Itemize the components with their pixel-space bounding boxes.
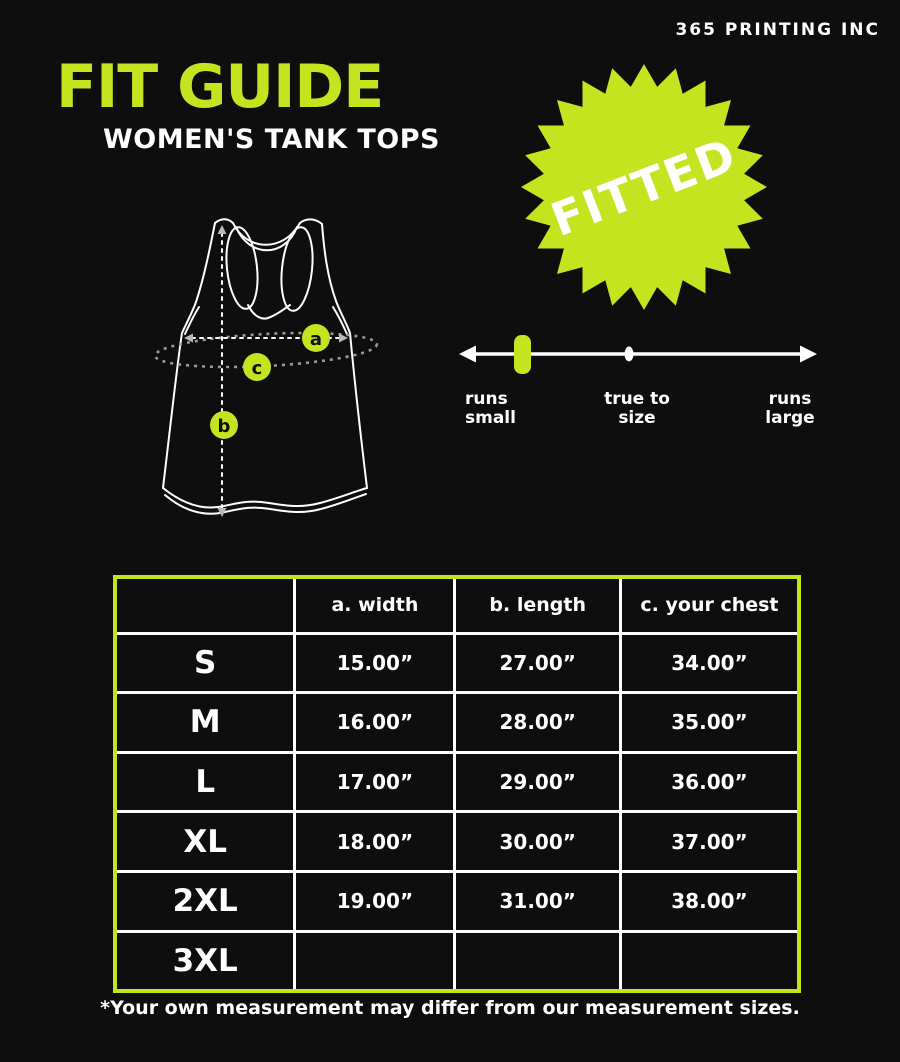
fit-position-marker — [514, 335, 531, 374]
marker-b — [210, 411, 238, 439]
table-header-row — [115, 577, 799, 633]
measurement-cell-width: 18.00” — [295, 812, 455, 872]
header-chest: c. your chest — [620, 577, 799, 633]
size-label: L — [115, 752, 295, 812]
fitted-badge-label: FITTED — [543, 127, 745, 247]
size-label: XL — [115, 812, 295, 872]
measurement-cell-length — [455, 931, 621, 991]
marker-c-letter: c — [251, 358, 263, 379]
size-chart-table — [113, 575, 801, 993]
measurement-cell-chest: 35.00” — [620, 693, 799, 753]
measurement-cell-length: 31.00” — [455, 872, 621, 932]
table-row — [115, 812, 799, 872]
size-label: M — [115, 693, 295, 753]
size-label: S — [115, 633, 295, 693]
header-size — [115, 577, 295, 633]
measurement-disclaimer: *Your own measurement may differ from our measurement sizes. — [100, 997, 800, 1019]
scale-label-runs-small: runs small — [465, 389, 516, 428]
measurement-cell-width: 19.00” — [295, 872, 455, 932]
measurement-cell-width: 15.00” — [295, 633, 455, 693]
table-row — [115, 752, 799, 812]
measurement-cell-chest: 37.00” — [620, 812, 799, 872]
true-to-size-tick — [625, 347, 634, 362]
scale-label-runs-large: runs large — [765, 389, 815, 428]
size-table-body — [115, 633, 799, 991]
measurement-cell-length: 30.00” — [455, 812, 621, 872]
page-title: FIT GUIDE — [56, 52, 384, 122]
measurement-cell-length: 29.00” — [455, 752, 621, 812]
fit-scale — [450, 330, 830, 385]
page-subtitle: WOMEN'S TANK TOPS — [103, 124, 440, 155]
size-label: 3XL — [115, 931, 295, 991]
measurement-cell-width: 17.00” — [295, 752, 455, 812]
brand-name: 365 PRINTING INC — [675, 20, 880, 40]
measurement-cell-chest — [620, 931, 799, 991]
measurement-cell-chest: 38.00” — [620, 872, 799, 932]
marker-b-letter: b — [217, 416, 231, 437]
marker-a — [302, 324, 330, 352]
marker-c — [243, 353, 271, 381]
scale-label-true-to-size: true to size — [604, 389, 670, 428]
measurement-cell-length: 27.00” — [455, 633, 621, 693]
header-length: b. length — [455, 577, 621, 633]
scale-left-arrow-icon — [459, 346, 476, 363]
fitted-badge — [519, 62, 769, 312]
scale-right-arrow-icon — [800, 346, 817, 363]
measurement-cell-width: 16.00” — [295, 693, 455, 753]
measurement-cell-width — [295, 931, 455, 991]
table-row — [115, 872, 799, 932]
measurement-cell-length: 28.00” — [455, 693, 621, 753]
table-row — [115, 633, 799, 693]
marker-a-letter: a — [309, 329, 323, 350]
table-row — [115, 693, 799, 753]
tank-top-diagram — [148, 195, 400, 535]
header-width: a. width — [295, 577, 455, 633]
table-row — [115, 931, 799, 991]
measurement-cell-chest: 36.00” — [620, 752, 799, 812]
size-label: 2XL — [115, 872, 295, 932]
length-measure-line — [218, 225, 227, 517]
measurement-cell-chest: 34.00” — [620, 633, 799, 693]
